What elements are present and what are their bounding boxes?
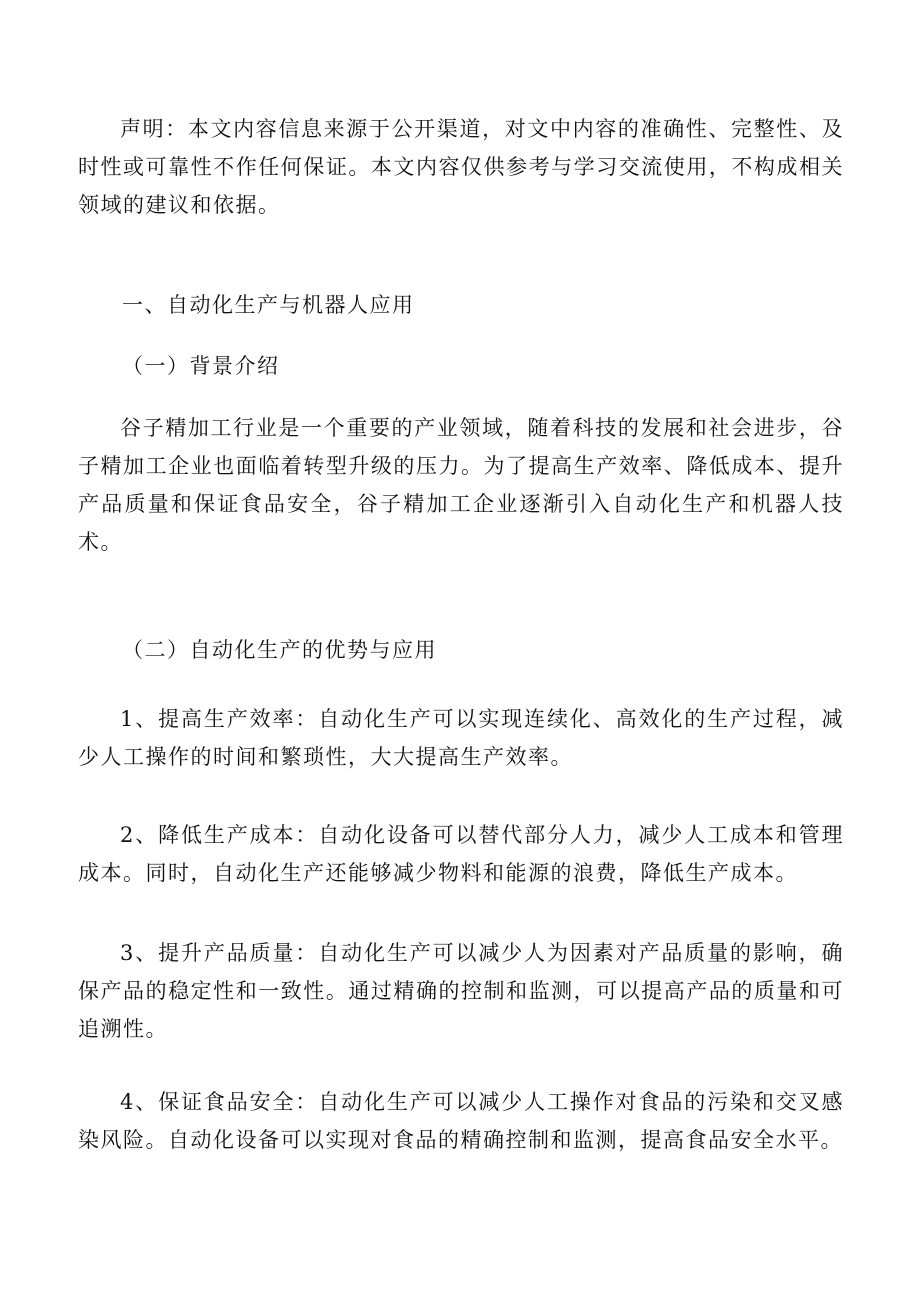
disclaimer-paragraph: 声明：本文内容信息来源于公开渠道，对文中内容的准确性、完整性、及时性或可靠性不作任何保证。本文内容仅供参考与学习交流使用，不构成相关领域的建议和依据。 <box>78 117 844 217</box>
subsection-heading-advantages: （二）自动化生产的优势与应用 <box>122 638 437 662</box>
background-paragraph: 谷子精加工行业是一个重要的产业领域，随着科技的发展和社会进步，谷子精加工企业也面临着转型升级的压力。为了提高生产效率、降低成本、提升产品质量和保证食品安全，谷子精加工企业逐渐引入自动化生产和机器人技术。 <box>78 416 844 554</box>
subsection-heading-background: （一）背景介绍 <box>122 354 280 378</box>
advantage-item-efficiency: 1、提高生产效率：自动化生产可以实现连续化、高效化的生产过程，减少人工操作的时间和繁琐性，大大提高生产效率。 <box>78 707 844 769</box>
advantage-item-food-safety: 4、保证食品安全：自动化生产可以减少人工操作对食品的污染和交叉感染风险。自动化设备可以实现对食品的精确控制和监测，提高食品安全水平。 <box>78 1090 844 1152</box>
advantage-item-quality: 3、提升产品质量：自动化生产可以减少人为因素对产品质量的影响，确保产品的稳定性和一致性。通过精确的控制和监测，可以提高产品的质量和可追溯性。 <box>78 941 844 1041</box>
section-heading-1: 一、自动化生产与机器人应用 <box>122 293 415 317</box>
advantage-item-cost: 2、降低生产成本：自动化设备可以替代部分人力，减少人工成本和管理成本。同时，自动化生产还能够减少物料和能源的浪费，降低生产成本。 <box>78 823 844 885</box>
